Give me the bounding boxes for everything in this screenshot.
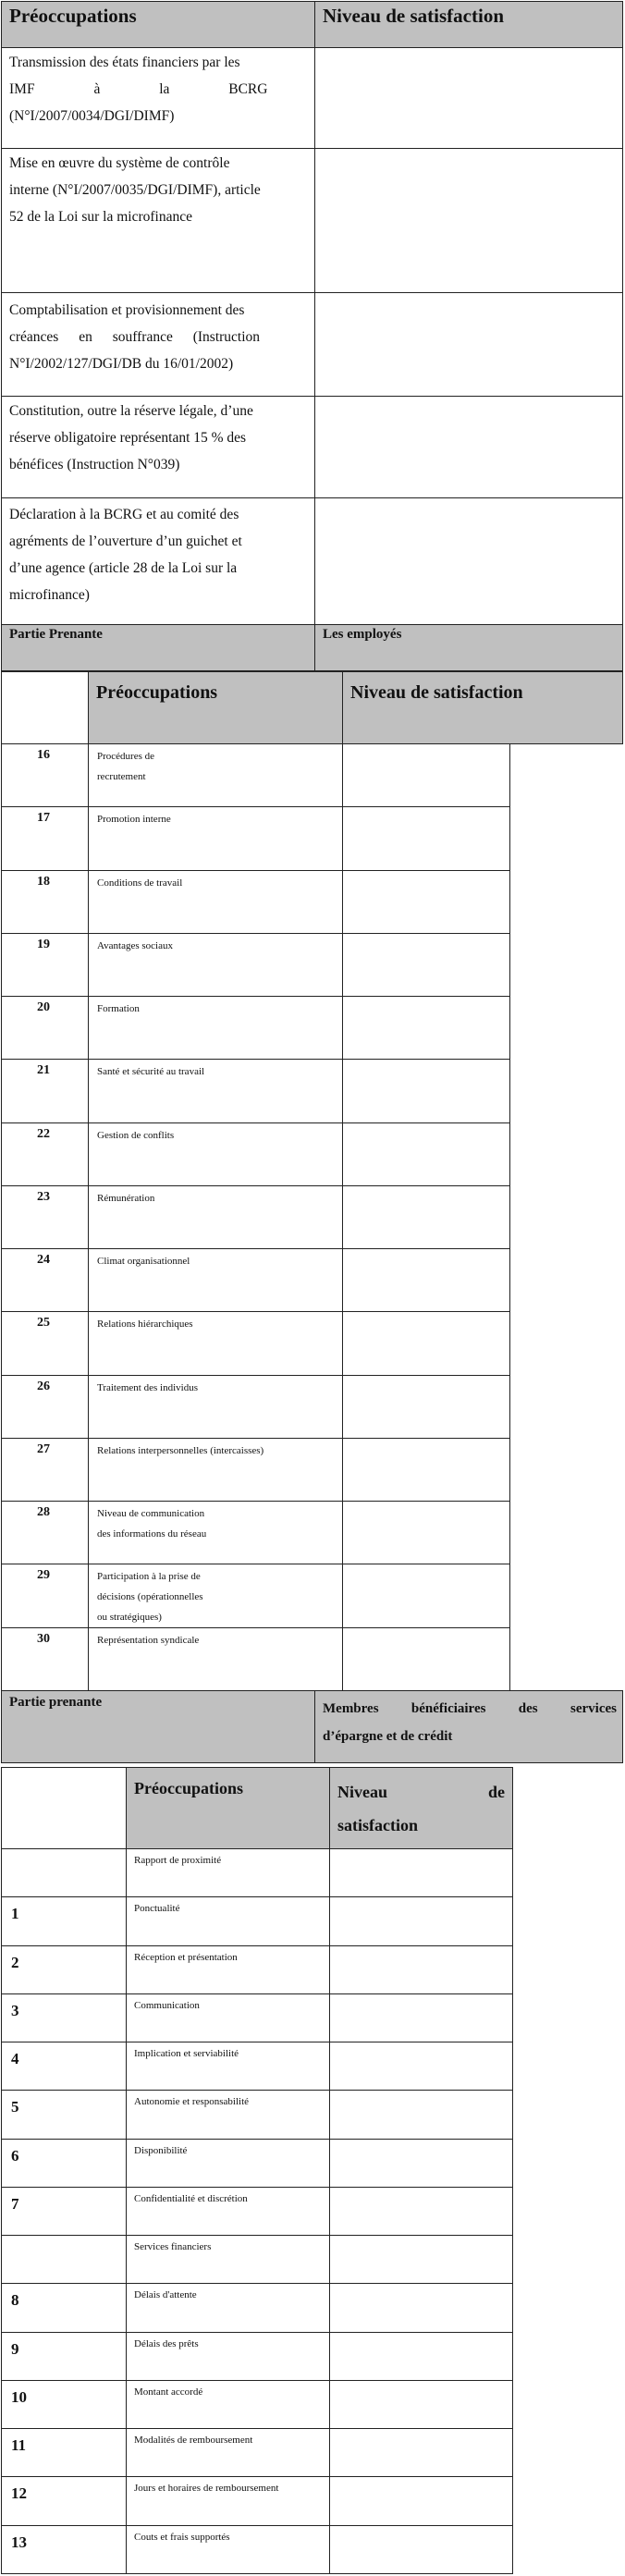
row-number: 22 bbox=[2, 1122, 89, 1185]
satisfaction-cell[interactable] bbox=[343, 997, 510, 1060]
concern-cell bbox=[89, 1438, 343, 1501]
row-number: 10 bbox=[2, 2380, 127, 2428]
table-row bbox=[2, 149, 623, 293]
row-number: 23 bbox=[2, 1185, 89, 1248]
table-row bbox=[2, 1897, 513, 1945]
table-row bbox=[2, 997, 510, 1060]
row-number: 20 bbox=[2, 997, 89, 1060]
row-number: 9 bbox=[2, 2332, 127, 2380]
satisfaction-cell[interactable] bbox=[330, 1993, 513, 2042]
concern-cell bbox=[89, 933, 343, 996]
concern-cell bbox=[89, 1249, 343, 1312]
row-number: 16 bbox=[2, 744, 89, 807]
satisfaction-cell[interactable] bbox=[343, 744, 510, 807]
concern-text: Participation à la prise de bbox=[97, 1571, 201, 1583]
concern-cell bbox=[89, 1502, 343, 1564]
concern-text: Rapport de proximité bbox=[127, 1849, 330, 1897]
satisfaction-cell[interactable] bbox=[343, 1185, 510, 1248]
employee-concerns-body bbox=[1, 743, 510, 1692]
table-row bbox=[2, 498, 623, 625]
table-row bbox=[2, 2236, 513, 2284]
concern-text: Réception et présentation bbox=[127, 1945, 330, 1993]
satisfaction-cell[interactable] bbox=[343, 870, 510, 933]
satisfaction-cell[interactable] bbox=[330, 2091, 513, 2139]
satisfaction-cell[interactable] bbox=[315, 149, 623, 293]
row-number: 2 bbox=[2, 1945, 127, 1993]
satisfaction-cell[interactable] bbox=[343, 1312, 510, 1375]
satisfaction-cell[interactable] bbox=[343, 1249, 510, 1312]
concern-cell bbox=[89, 807, 343, 870]
concern-cell bbox=[89, 997, 343, 1060]
concern-text: Montant accordé bbox=[127, 2380, 330, 2428]
satisfaction-cell[interactable] bbox=[330, 2380, 513, 2428]
col-header-satisfaction: Niveau de satisfaction bbox=[343, 672, 623, 744]
table-row bbox=[2, 1438, 510, 1501]
table-row bbox=[2, 2429, 513, 2477]
concern-cell bbox=[89, 1185, 343, 1248]
table-row bbox=[2, 2091, 513, 2139]
table-row bbox=[2, 1945, 513, 1993]
row-number: 28 bbox=[2, 1502, 89, 1564]
satisfaction-cell[interactable] bbox=[343, 933, 510, 996]
concern-line: Mise en œuvre du système de contrôle bbox=[9, 155, 230, 171]
col-header-line: satisfaction bbox=[337, 1816, 418, 1834]
row-number: 8 bbox=[2, 2284, 127, 2332]
row-number: 29 bbox=[2, 1564, 89, 1628]
table-row bbox=[2, 397, 623, 498]
row-number: 24 bbox=[2, 1249, 89, 1312]
row-number: 6 bbox=[2, 2139, 127, 2187]
col-header-satisfaction: Niveau de satisfaction bbox=[315, 2, 623, 48]
row-number: 27 bbox=[2, 1438, 89, 1501]
stakeholder-row bbox=[2, 1691, 623, 1763]
concern-line: Déclaration à la BCRG et au comité des bbox=[9, 507, 239, 522]
stakeholder-members-table bbox=[1, 1690, 623, 1763]
satisfaction-cell[interactable] bbox=[315, 397, 623, 498]
table-row bbox=[2, 1060, 510, 1122]
table-row bbox=[2, 1375, 510, 1438]
concern-line: réserve obligatoire représentant 15 % des bbox=[9, 430, 247, 446]
table-row bbox=[2, 1502, 510, 1564]
concern-text: Santé et sécurité au travail bbox=[97, 1066, 205, 1078]
concern-cell bbox=[89, 870, 343, 933]
concern-cell bbox=[89, 1375, 343, 1438]
satisfaction-cell[interactable] bbox=[330, 2187, 513, 2235]
table-header-row bbox=[2, 2, 623, 48]
table-row bbox=[2, 2139, 513, 2187]
col-header-satisfaction bbox=[330, 1768, 513, 1849]
row-number: 18 bbox=[2, 870, 89, 933]
stakeholder-value bbox=[315, 1691, 623, 1763]
concern-line: Constitution, outre la réserve légale, d’une bbox=[9, 403, 253, 419]
satisfaction-cell[interactable] bbox=[330, 1945, 513, 1993]
concern-text: Conditions de travail bbox=[97, 877, 183, 889]
concern-text: Autonomie et responsabilité bbox=[127, 2091, 330, 2139]
concern-text: Gestion de conflits bbox=[97, 1129, 175, 1141]
concern-cell bbox=[2, 149, 315, 293]
table-row bbox=[2, 2187, 513, 2235]
row-number: 4 bbox=[2, 2042, 127, 2091]
satisfaction-cell[interactable] bbox=[343, 1375, 510, 1438]
concern-cell bbox=[2, 498, 315, 625]
concern-line: (N°I/2007/0034/DGI/DIMF) bbox=[9, 108, 175, 124]
table-row bbox=[2, 2380, 513, 2428]
concern-line: microfinance) bbox=[9, 587, 90, 603]
concern-line: Transmission des états financiers par les bbox=[9, 55, 240, 70]
concern-text: Procédures de bbox=[97, 751, 155, 762]
satisfaction-cell[interactable] bbox=[330, 2042, 513, 2091]
table-row bbox=[2, 744, 510, 807]
satisfaction-cell[interactable] bbox=[330, 2477, 513, 2525]
stakeholder-label: Partie prenante bbox=[2, 1691, 315, 1763]
table-row bbox=[2, 2332, 513, 2380]
concern-line bbox=[9, 76, 309, 103]
concern-line: 52 de la Loi sur la microfinance bbox=[9, 209, 192, 225]
concern-text: Jours et horaires de remboursement bbox=[127, 2477, 330, 2525]
row-number: 30 bbox=[2, 1628, 89, 1691]
row-number: 1 bbox=[2, 1897, 127, 1945]
concern-text: Ponctualité bbox=[127, 1897, 330, 1945]
satisfaction-cell[interactable] bbox=[343, 1628, 510, 1691]
concern-cell bbox=[2, 48, 315, 149]
satisfaction-cell[interactable] bbox=[343, 1564, 510, 1628]
concern-cell bbox=[89, 1060, 343, 1122]
concern-text: Avantages sociaux bbox=[97, 939, 173, 951]
employee-concerns-table bbox=[1, 671, 623, 744]
table-row bbox=[2, 48, 623, 149]
satisfaction-cell[interactable] bbox=[315, 498, 623, 625]
table-row bbox=[2, 2525, 513, 2573]
satisfaction-cell[interactable] bbox=[343, 807, 510, 870]
concern-line: bénéfices (Instruction N°039) bbox=[9, 457, 180, 472]
satisfaction-cell[interactable] bbox=[330, 2236, 513, 2284]
header-blank-cell bbox=[2, 1768, 127, 1849]
satisfaction-cell[interactable] bbox=[330, 1897, 513, 1945]
members-concerns-table bbox=[1, 1767, 513, 1849]
concern-line: agréments de l’ouverture d’un guichet et bbox=[9, 534, 242, 549]
satisfaction-cell[interactable] bbox=[343, 1122, 510, 1185]
satisfaction-cell[interactable] bbox=[330, 2139, 513, 2187]
satisfaction-cell[interactable] bbox=[330, 2284, 513, 2332]
concern-text: Relations interpersonnelles (intercaisses) bbox=[97, 1444, 264, 1456]
concern-text: Services financiers bbox=[127, 2236, 330, 2284]
concern-cell bbox=[89, 1564, 343, 1628]
table-row bbox=[2, 2477, 513, 2525]
concern-cell bbox=[2, 397, 315, 498]
row-number bbox=[2, 2236, 127, 2284]
concern-line: interne (N°I/2007/0035/DGI/DIMF), article bbox=[9, 182, 261, 198]
table-row bbox=[2, 1122, 510, 1185]
table-row bbox=[2, 2042, 513, 2091]
concern-text: Climat organisationnel bbox=[97, 1256, 190, 1268]
row-number: 3 bbox=[2, 1993, 127, 2042]
row-number: 26 bbox=[2, 1375, 89, 1438]
concern-text: Délais d'attente bbox=[127, 2284, 330, 2332]
satisfaction-cell[interactable] bbox=[330, 2332, 513, 2380]
row-number: 12 bbox=[2, 2477, 127, 2525]
concern-cell bbox=[89, 1312, 343, 1375]
col-header-line: Niveau de bbox=[337, 1783, 505, 1801]
concern-text: Représentation syndicale bbox=[97, 1635, 200, 1647]
table-row bbox=[2, 293, 623, 397]
stakeholder-value-line: Membres bénéficiaires des services bbox=[323, 1701, 617, 1716]
table-row bbox=[2, 1249, 510, 1312]
concern-line: N°I/2002/127/DGI/DB du 16/01/2002) bbox=[9, 356, 234, 372]
satisfaction-cell[interactable] bbox=[330, 1849, 513, 1897]
satisfaction-cell[interactable] bbox=[315, 48, 623, 149]
concern-text: des informations du réseau bbox=[97, 1528, 207, 1540]
concern-cell bbox=[89, 1628, 343, 1691]
concern-text: ou stratégiques) bbox=[97, 1612, 162, 1624]
header-blank-cell bbox=[2, 672, 89, 744]
concern-text: Relations hiérarchiques bbox=[97, 1319, 193, 1331]
concern-text: Promotion interne bbox=[97, 814, 171, 826]
stakeholder-row bbox=[2, 625, 623, 671]
satisfaction-cell[interactable] bbox=[343, 1438, 510, 1501]
table-row bbox=[2, 2284, 513, 2332]
concern-line: Comptabilisation et provisionnement des bbox=[9, 302, 245, 318]
concern-text: Délais des prêts bbox=[127, 2332, 330, 2380]
col-header-concerns: Préoccupations bbox=[2, 2, 315, 48]
satisfaction-cell[interactable] bbox=[315, 293, 623, 397]
concern-text: Formation bbox=[97, 1003, 140, 1015]
concern-cell bbox=[2, 293, 315, 397]
concern-text: Implication et serviabilité bbox=[127, 2042, 330, 2091]
concern-text: décisions (opérationnelles bbox=[97, 1591, 203, 1603]
table-row bbox=[2, 1564, 510, 1628]
stakeholder-label: Partie Prenante bbox=[2, 625, 315, 671]
concern-text: recrutement bbox=[97, 771, 146, 782]
row-number: 19 bbox=[2, 933, 89, 996]
members-concerns-body bbox=[1, 1848, 513, 2574]
row-number: 21 bbox=[2, 1060, 89, 1122]
table-row bbox=[2, 1185, 510, 1248]
table-row bbox=[2, 1849, 513, 1897]
satisfaction-cell[interactable] bbox=[343, 1060, 510, 1122]
table-header-row bbox=[2, 1768, 513, 1849]
stakeholder-value: Les employés bbox=[315, 625, 623, 671]
concern-line: IMF à la BCRG bbox=[9, 81, 268, 97]
table-row bbox=[2, 1312, 510, 1375]
concern-text: Communication bbox=[127, 1993, 330, 2042]
col-header-concerns: Préoccupations bbox=[89, 672, 343, 744]
table-row bbox=[2, 933, 510, 996]
concern-text: Couts et frais supportés bbox=[127, 2525, 330, 2573]
regulatory-concerns-table bbox=[1, 1, 623, 671]
satisfaction-cell[interactable] bbox=[330, 2429, 513, 2477]
concern-cell bbox=[89, 1122, 343, 1185]
concern-text: Confidentialité et discrétion bbox=[127, 2187, 330, 2235]
row-number: 25 bbox=[2, 1312, 89, 1375]
concern-text: Traitement des individus bbox=[97, 1381, 198, 1393]
row-number: 7 bbox=[2, 2187, 127, 2235]
concern-cell bbox=[89, 744, 343, 807]
row-number: 5 bbox=[2, 2091, 127, 2139]
satisfaction-cell[interactable] bbox=[330, 2525, 513, 2573]
concern-text: Modalités de remboursement bbox=[127, 2429, 330, 2477]
table-row bbox=[2, 1628, 510, 1691]
concern-text: Disponibilité bbox=[127, 2139, 330, 2187]
concern-text: Rémunération bbox=[97, 1192, 155, 1204]
table-row bbox=[2, 1993, 513, 2042]
concern-text: Niveau de communication bbox=[97, 1508, 205, 1520]
row-number: 17 bbox=[2, 807, 89, 870]
row-number: 13 bbox=[2, 2525, 127, 2573]
table-row bbox=[2, 870, 510, 933]
table-row bbox=[2, 807, 510, 870]
satisfaction-cell[interactable] bbox=[343, 1502, 510, 1564]
stakeholder-value-line: d’épargne et de crédit bbox=[323, 1729, 453, 1744]
table-header-row bbox=[2, 672, 623, 744]
row-number: 11 bbox=[2, 2429, 127, 2477]
concern-line: d’une agence (article 28 de la Loi sur la bbox=[9, 560, 238, 576]
concern-line: créances en souffrance (Instruction bbox=[9, 329, 261, 345]
col-header-concerns: Préoccupations bbox=[127, 1768, 330, 1849]
row-number bbox=[2, 1849, 127, 1897]
